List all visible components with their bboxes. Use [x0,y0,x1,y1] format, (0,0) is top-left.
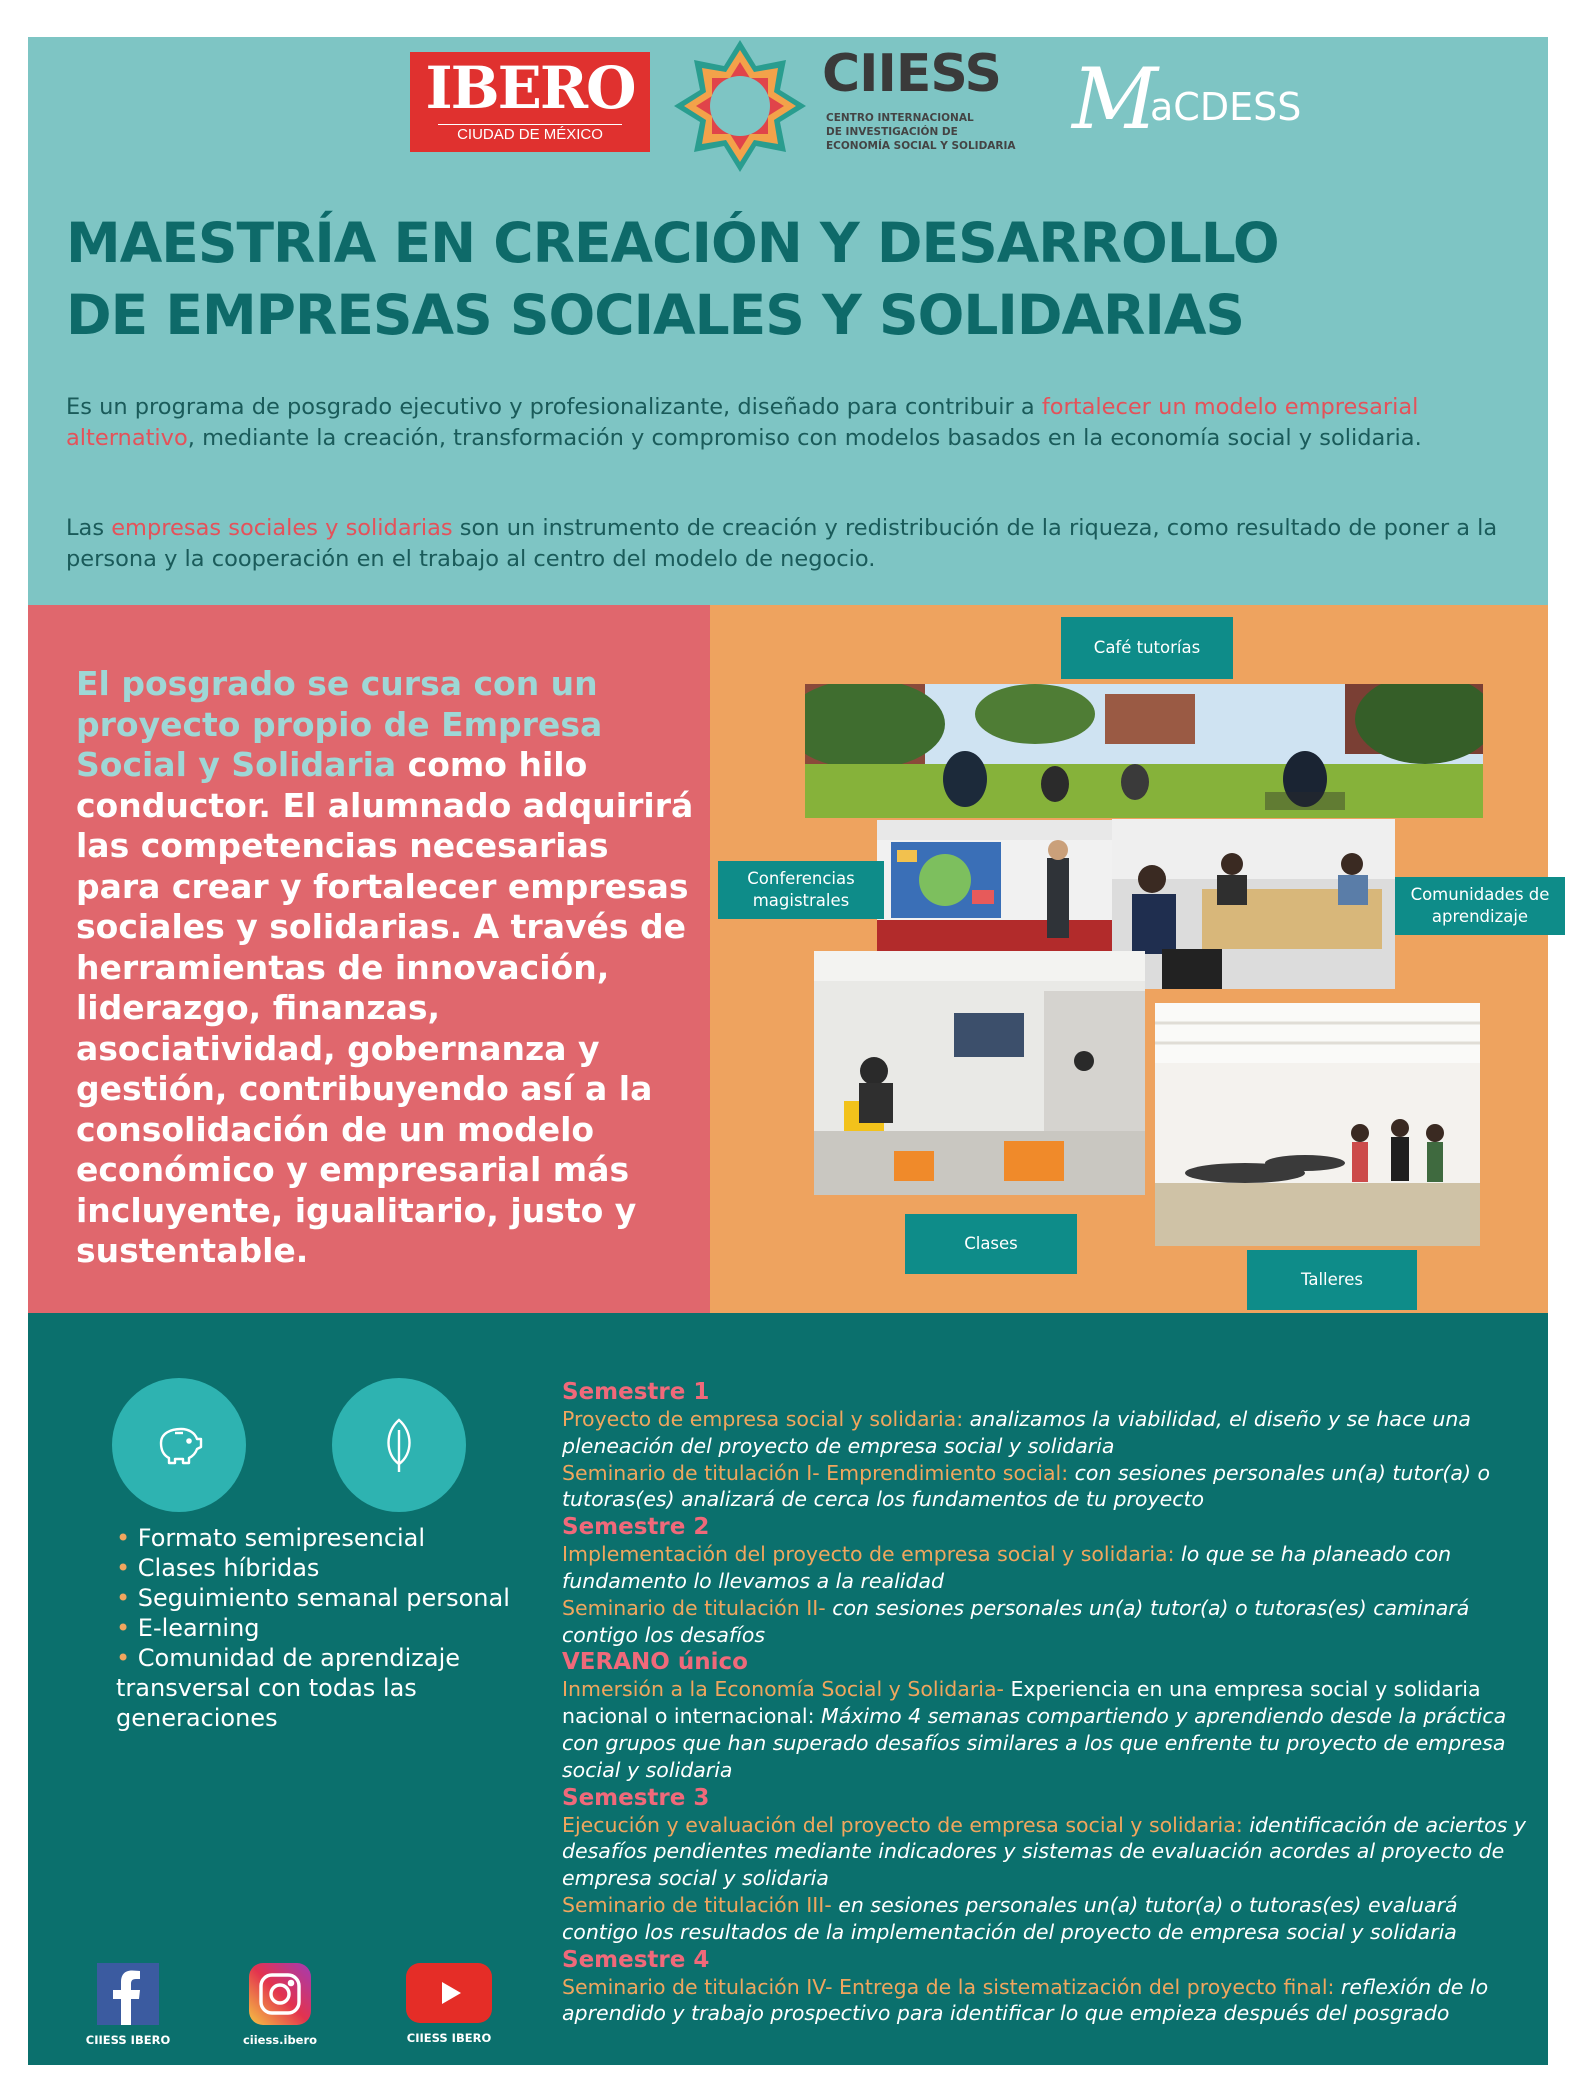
item-label: Seminario de titulación I- Emprendimiento social: [562,1460,1069,1485]
facebook-icon[interactable] [97,1963,159,2025]
list-item: • Seguimiento semanal personal [116,1584,510,1612]
tag-conferencias-magistrales: Conferencias magistrales [718,861,884,919]
instagram-link[interactable] [220,1963,340,2047]
item-label: Seminario de titulación IV- Entrega de la sistematización del proyecto final: [562,1974,1335,1999]
item-text: Máximo 4 semanas compartiendo y aprendiendo desde la práctica con grupos que han superado desafíos similares a los que enfrente tu proyecto de empresa social y solidaria [562,1704,1507,1782]
leaf-icon [332,1378,466,1512]
clases-photo [814,951,1145,1195]
feature-text: E-learning [137,1614,260,1642]
comunidades-photo [1112,819,1395,989]
item-text: lo que se ha planeado con fundamento lo llevamos a la realidad [562,1542,1452,1593]
item-text: Experiencia en una empresa social y solidaria nacional o internacional: [562,1677,1481,1729]
item-text: identificación de aciertos y desafíos pendientes mediante indicadores y sistemas de evaluación acordes al proyecto de empresa social y solidaria [562,1812,1527,1891]
piggy-bank-icon [112,1378,246,1512]
intro-text: Es un programa de posgrado ejecutivo y profesionalizante, diseñado para contribuir a [66,394,1042,420]
semester-2-item-a [562,1541,1537,1595]
intro-highlight: empresas sociales y solidarias [111,515,453,541]
instagram-icon[interactable] [249,1963,311,2025]
item-label: Seminario de titulación III- [562,1892,832,1917]
ciiess-sub-line: DE INVESTIGACIÓN DE [826,126,958,138]
title-line-2: DE EMPRESAS SOCIALES Y SOLIDARIAS [66,283,1245,347]
item-text: con sesiones personales un(a) tutor(a) o tutoras(es) analizará de cerca los fundamentos de tu proyecto [562,1460,1491,1512]
tag-cafe-tutorias: Café tutorías [1061,617,1233,679]
conferencias-photo [877,820,1112,968]
semester-4-item-a [562,1974,1537,2028]
item-text: en sesiones personales un(a) tutor(a) o tutoras(es) evaluará contigo los resultados de la implementación del proyecto de empresa social y solidaria [562,1892,1458,1944]
ibero-logo-text: IBERO [425,54,635,122]
item-label: Ejecución y evaluación del proyecto de empresa social y solidaria: [562,1812,1243,1837]
macdess-logo-rest: aCDESS [1150,85,1302,129]
semester-4-heading: Semestre 4 [562,1946,710,1973]
item-text: reflexión de lo aprendido y trabajo prospectivo para identificar lo que empieza después del posgrado [562,1974,1489,2026]
youtube-handle[interactable]: CIIESS IBERO [406,2031,492,2045]
item-label: Inmersión a la Economía Social y Solidaria- [562,1677,1004,1702]
intro-text: Las [66,515,112,541]
item-label: Implementación del proyecto de empresa social y solidaria: [562,1542,1175,1567]
feature-text: Clases híbridas [137,1554,320,1582]
list-item: • Comunidad de aprendizaje transversal con todas las generaciones [116,1644,461,1732]
intro-text: son un instrumento de creación y redistribución de la riqueza, como resultado de poner a la persona y la cooperación en el trabajo al centro del modelo de negocio. [66,515,1498,572]
intro-paragraph-1 [66,392,1526,454]
talleres-photo [1155,1003,1480,1246]
semester-1-item-a [562,1406,1537,1460]
semester-2-heading: Semestre 2 [562,1514,710,1541]
feature-text: Comunidad de aprendizaje transversal con todas las generaciones [116,1644,461,1732]
tag-talleres: Talleres [1247,1250,1417,1310]
feature-text: Seguimiento semanal personal [137,1584,510,1612]
ibero-logo-sub: CIUDAD DE MÉXICO [438,124,622,145]
macdess-logo [1072,50,1309,148]
intro-paragraph-2 [66,513,1526,575]
list-item: • Clases híbridas [116,1554,320,1582]
item-text: con sesiones personales un(a) tutor(a) o tutoras(es) caminará contigo los desafíos [562,1595,1470,1647]
intro-text: , mediante la creación, transformación y compromiso con modelos basados en la economía social y solidaria. [187,425,1422,451]
item-label: Seminario de titulación II- [562,1595,826,1620]
title-line-1: MAESTRÍA EN CREACIÓN Y DESARROLLO [66,211,1279,275]
semester-3-item-b [562,1892,1537,1946]
intro-highlight: fortalecer un modelo empresarial alternativo [66,394,1419,451]
instagram-handle[interactable]: ciiess.ibero [242,2033,318,2047]
ciiess-logo-text: CIIESS [822,44,1001,104]
item-label: Proyecto de empresa social y solidaria: [562,1407,964,1431]
feature-text: Formato semipresencial [137,1524,426,1552]
semester-3-heading: Semestre 3 [562,1784,710,1811]
list-item: • E-learning [116,1614,260,1642]
verano-item [562,1676,1537,1783]
item-text: analizamos la viabilidad, el diseño y se hace una pleneación del proyecto de empresa social y solidaria [562,1407,1471,1458]
macdess-logo-m: M [1072,50,1159,148]
list-item: • Formato semipresencial [116,1524,426,1552]
tag-comunidades-aprendizaje: Comunidades de aprendizaje [1395,877,1565,935]
semester-2-item-b [562,1595,1537,1649]
youtube-link[interactable] [389,1963,509,2045]
ciiess-sub-line: CENTRO INTERNACIONAL [826,112,974,124]
ciiess-star-icon [672,38,808,174]
cafe-tutorias-photo [805,684,1483,818]
ciiess-sub-line: ECONOMÍA SOCIAL Y SOLIDARIA [826,140,1016,152]
ciiess-logo-subtitle [826,111,1066,153]
ibero-logo [410,52,650,152]
youtube-icon[interactable] [406,1963,492,2023]
description-text: como hilo conductor. El alumnado adquirirá las competencias necesarias para crear y fortalecer empresas sociales y solidarias. A través de herramientas de innovación, liderazgo, finanzas, asociatividad, gobernanza y gestión, contribuyendo así a la consolidación de un modelo económico y empresarial más incluyente, igualitario, justo y sustentable. [76,745,694,1270]
verano-heading: VERANO único [562,1649,748,1676]
tag-clases: Clases [905,1214,1077,1274]
semester-1-heading: Semestre 1 [562,1379,710,1405]
page-title [66,207,1486,351]
semester-3-item-a [562,1812,1537,1892]
semester-1-item-b [562,1460,1537,1514]
semesters-list [562,1378,1537,2027]
description-highlight: El posgrado se cursa con un proyecto propio de Empresa Social y Solidaria [76,664,603,784]
features-list [116,1523,516,1733]
facebook-handle[interactable]: CIIESS IBERO [85,2033,171,2047]
facebook-link[interactable] [68,1963,188,2047]
program-description [76,664,696,1272]
